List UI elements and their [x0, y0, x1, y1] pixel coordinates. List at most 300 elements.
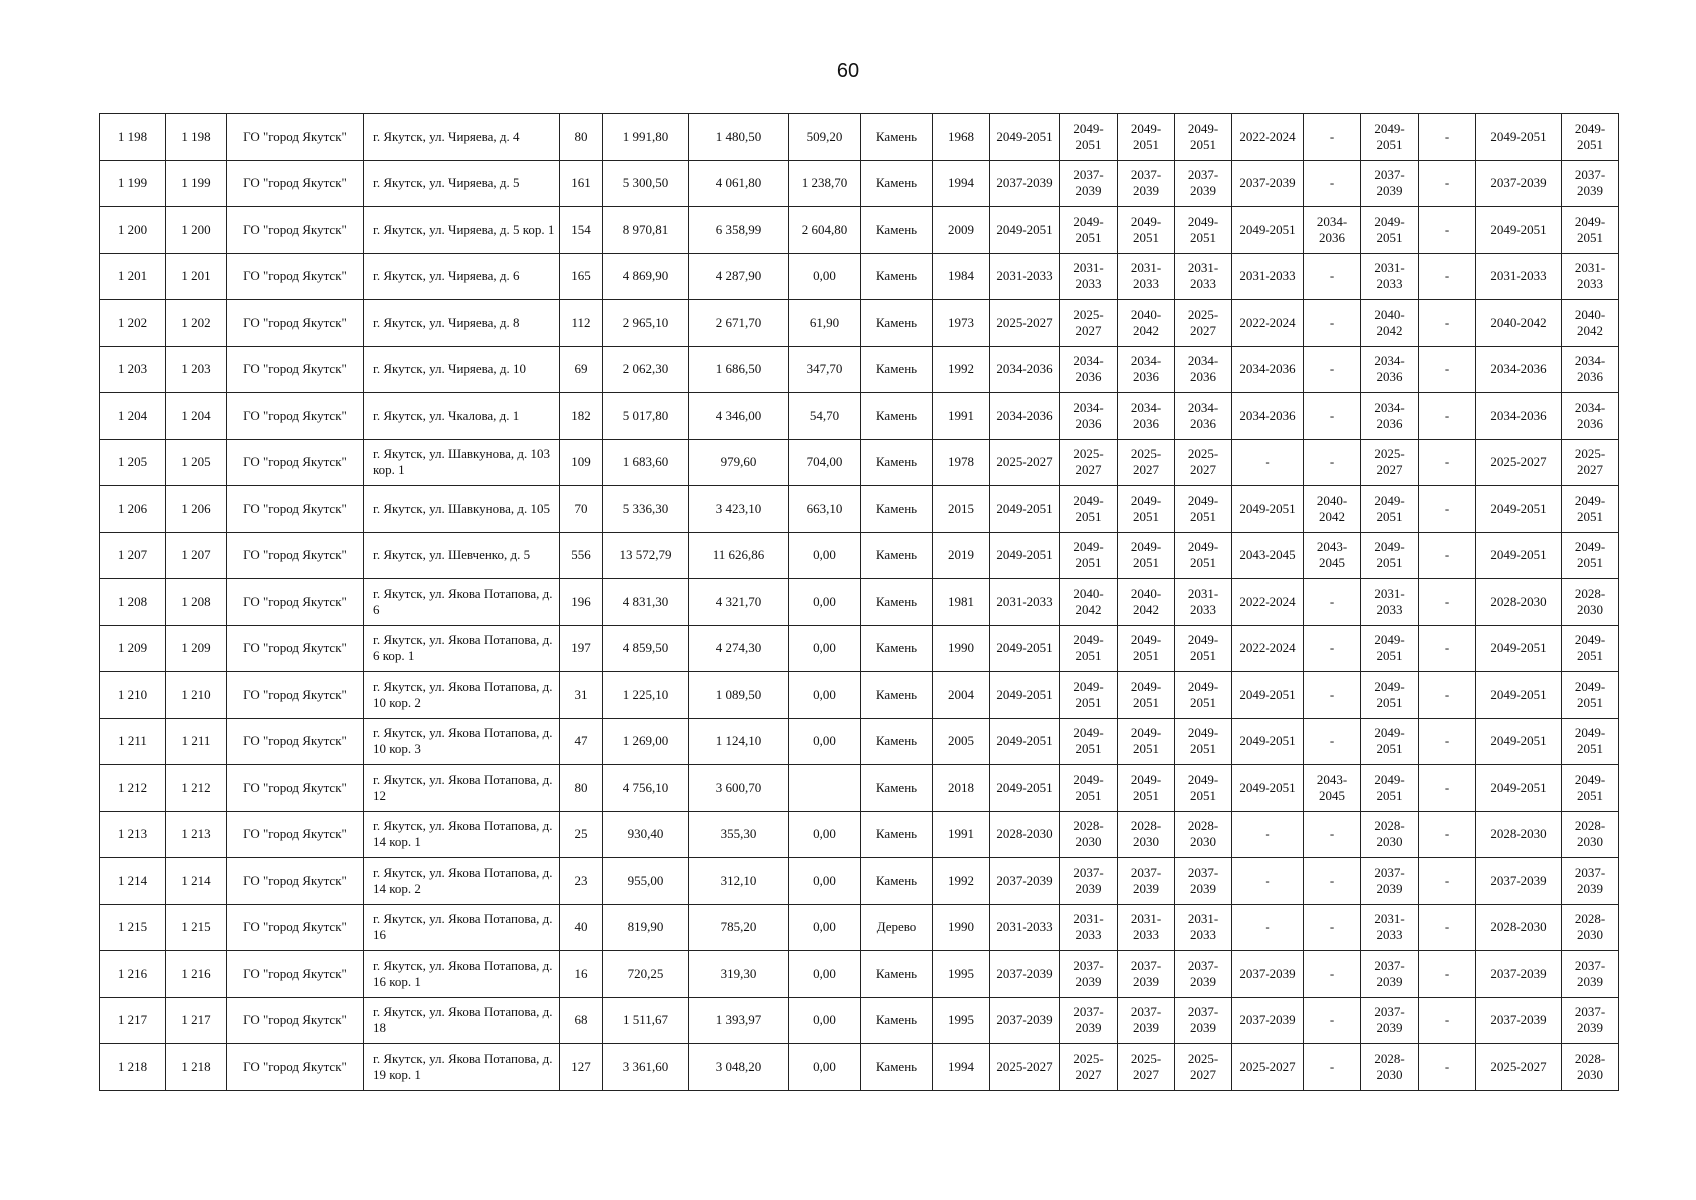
cell-period-9: 2049-2051 [1476, 114, 1562, 161]
cell-period-9: 2025-2027 [1476, 1044, 1562, 1091]
table-row [100, 951, 1619, 998]
cell-year-built: 1978 [933, 439, 990, 486]
cell-row-number: 1 198 [100, 114, 166, 161]
cell-municipality: ГО "город Якутск" [227, 718, 364, 765]
cell-period-7: 2037-2039 [1361, 997, 1419, 1044]
cell-residents: 68 [560, 997, 603, 1044]
cell-row-number: 1 208 [100, 579, 166, 626]
table-row [100, 904, 1619, 951]
cell-municipality: ГО "город Якутск" [227, 904, 364, 951]
cell-municipality: ГО "город Якутск" [227, 858, 364, 905]
cell-municipality: ГО "город Якутск" [227, 997, 364, 1044]
cell-period-10: 2034-2036 [1562, 346, 1619, 393]
cell-municipality: ГО "город Якутск" [227, 253, 364, 300]
cell-period-4: 2025-2027 [1175, 1044, 1232, 1091]
cell-address: г. Якутск, ул. Чиряева, д. 5 кор. 1 [364, 207, 560, 254]
cell-nonresidential-area: 0,00 [789, 532, 861, 579]
cell-total-area: 1 683,60 [603, 439, 689, 486]
cell-municipality: ГО "город Якутск" [227, 579, 364, 626]
cell-municipality: ГО "город Якутск" [227, 625, 364, 672]
cell-municipality: ГО "город Якутск" [227, 951, 364, 998]
cell-period-5: 2049-2051 [1232, 765, 1304, 812]
cell-period-5: - [1232, 811, 1304, 858]
cell-period-2: 2028-2030 [1060, 811, 1118, 858]
cell-year-built: 1968 [933, 114, 990, 161]
cell-period-10: 2040-2042 [1562, 300, 1619, 347]
cell-period-7: 2049-2051 [1361, 718, 1419, 765]
cell-period-4: 2034-2036 [1175, 346, 1232, 393]
cell-year-built: 1992 [933, 346, 990, 393]
cell-period-2: 2037-2039 [1060, 160, 1118, 207]
cell-period-6: - [1304, 439, 1361, 486]
cell-period-10: 2034-2036 [1562, 393, 1619, 440]
cell-period-3: 2034-2036 [1118, 346, 1175, 393]
cell-nonresidential-area: 0,00 [789, 997, 861, 1044]
cell-year-built: 1995 [933, 997, 990, 1044]
cell-row-number: 1 204 [100, 393, 166, 440]
cell-period-3: 2037-2039 [1118, 160, 1175, 207]
cell-period-1: 2049-2051 [990, 625, 1060, 672]
cell-record-number: 1 202 [166, 300, 227, 347]
cell-living-area: 3 423,10 [689, 486, 789, 533]
cell-period-1: 2049-2051 [990, 486, 1060, 533]
cell-year-built: 2018 [933, 765, 990, 812]
table-body [100, 114, 1619, 1091]
cell-period-2: 2034-2036 [1060, 393, 1118, 440]
table-row [100, 300, 1619, 347]
cell-period-10: 2049-2051 [1562, 672, 1619, 719]
cell-wall-material: Камень [861, 997, 933, 1044]
cell-period-1: 2049-2051 [990, 718, 1060, 765]
table-row [100, 811, 1619, 858]
cell-period-7: 2049-2051 [1361, 765, 1419, 812]
cell-address: г. Якутск, ул. Якова Потапова, д. 18 [364, 997, 560, 1044]
cell-period-3: 2028-2030 [1118, 811, 1175, 858]
cell-period-5: - [1232, 904, 1304, 951]
cell-period-5: 2049-2051 [1232, 207, 1304, 254]
cell-period-10: 2028-2030 [1562, 811, 1619, 858]
cell-period-7: 2031-2033 [1361, 253, 1419, 300]
cell-nonresidential-area: 0,00 [789, 625, 861, 672]
cell-living-area: 1 089,50 [689, 672, 789, 719]
cell-living-area: 4 061,80 [689, 160, 789, 207]
cell-address: г. Якутск, ул. Чиряева, д. 10 [364, 346, 560, 393]
cell-period-4: 2037-2039 [1175, 858, 1232, 905]
cell-period-7: 2025-2027 [1361, 439, 1419, 486]
cell-period-9: 2037-2039 [1476, 160, 1562, 207]
cell-municipality: ГО "город Якутск" [227, 765, 364, 812]
cell-period-9: 2025-2027 [1476, 439, 1562, 486]
cell-municipality: ГО "город Якутск" [227, 160, 364, 207]
cell-living-area: 11 626,86 [689, 532, 789, 579]
cell-period-6: - [1304, 904, 1361, 951]
cell-period-7: 2037-2039 [1361, 858, 1419, 905]
cell-period-8: - [1419, 811, 1476, 858]
cell-record-number: 1 213 [166, 811, 227, 858]
cell-total-area: 8 970,81 [603, 207, 689, 254]
cell-living-area: 6 358,99 [689, 207, 789, 254]
cell-period-3: 2040-2042 [1118, 300, 1175, 347]
table-row [100, 207, 1619, 254]
cell-period-9: 2037-2039 [1476, 858, 1562, 905]
cell-period-4: 2034-2036 [1175, 393, 1232, 440]
cell-wall-material: Камень [861, 718, 933, 765]
cell-period-6: 2034-2036 [1304, 207, 1361, 254]
cell-address: г. Якутск, ул. Шевченко, д. 5 [364, 532, 560, 579]
cell-living-area: 1 393,97 [689, 997, 789, 1044]
cell-period-8: - [1419, 346, 1476, 393]
cell-period-3: 2025-2027 [1118, 1044, 1175, 1091]
cell-period-1: 2034-2036 [990, 346, 1060, 393]
cell-period-9: 2028-2030 [1476, 904, 1562, 951]
cell-row-number: 1 202 [100, 300, 166, 347]
cell-period-8: - [1419, 532, 1476, 579]
cell-record-number: 1 211 [166, 718, 227, 765]
cell-total-area: 5 336,30 [603, 486, 689, 533]
cell-row-number: 1 199 [100, 160, 166, 207]
cell-record-number: 1 206 [166, 486, 227, 533]
cell-period-2: 2037-2039 [1060, 951, 1118, 998]
cell-period-5: 2037-2039 [1232, 997, 1304, 1044]
cell-period-2: 2037-2039 [1060, 997, 1118, 1044]
cell-period-3: 2049-2051 [1118, 765, 1175, 812]
cell-record-number: 1 209 [166, 625, 227, 672]
cell-period-2: 2031-2033 [1060, 904, 1118, 951]
cell-living-area: 1 124,10 [689, 718, 789, 765]
cell-period-8: - [1419, 904, 1476, 951]
cell-period-8: - [1419, 253, 1476, 300]
cell-period-9: 2040-2042 [1476, 300, 1562, 347]
cell-period-10: 2031-2033 [1562, 253, 1619, 300]
cell-record-number: 1 215 [166, 904, 227, 951]
cell-period-4: 2049-2051 [1175, 486, 1232, 533]
cell-period-5: - [1232, 858, 1304, 905]
cell-period-7: 2031-2033 [1361, 904, 1419, 951]
cell-period-8: - [1419, 765, 1476, 812]
cell-period-6: - [1304, 160, 1361, 207]
cell-record-number: 1 210 [166, 672, 227, 719]
cell-period-1: 2037-2039 [990, 858, 1060, 905]
cell-row-number: 1 216 [100, 951, 166, 998]
cell-address: г. Якутск, ул. Якова Потапова, д. 10 кор. 3 [364, 718, 560, 765]
cell-nonresidential-area: 0,00 [789, 253, 861, 300]
cell-total-area: 2 965,10 [603, 300, 689, 347]
cell-total-area: 13 572,79 [603, 532, 689, 579]
cell-period-8: - [1419, 858, 1476, 905]
cell-wall-material: Камень [861, 300, 933, 347]
cell-record-number: 1 203 [166, 346, 227, 393]
cell-total-area: 4 869,90 [603, 253, 689, 300]
cell-period-10: 2037-2039 [1562, 160, 1619, 207]
cell-period-1: 2025-2027 [990, 300, 1060, 347]
cell-period-10: 2049-2051 [1562, 625, 1619, 672]
cell-period-10: 2049-2051 [1562, 765, 1619, 812]
table-row [100, 160, 1619, 207]
cell-total-area: 1 225,10 [603, 672, 689, 719]
cell-municipality: ГО "город Якутск" [227, 300, 364, 347]
cell-total-area: 1 511,67 [603, 997, 689, 1044]
cell-period-6: - [1304, 625, 1361, 672]
cell-row-number: 1 203 [100, 346, 166, 393]
cell-address: г. Якутск, ул. Чиряева, д. 5 [364, 160, 560, 207]
cell-period-10: 2049-2051 [1562, 532, 1619, 579]
cell-living-area: 785,20 [689, 904, 789, 951]
cell-living-area: 3 600,70 [689, 765, 789, 812]
cell-residents: 31 [560, 672, 603, 719]
table-row [100, 532, 1619, 579]
cell-record-number: 1 214 [166, 858, 227, 905]
cell-municipality: ГО "город Якутск" [227, 486, 364, 533]
cell-living-area: 319,30 [689, 951, 789, 998]
cell-period-1: 2049-2051 [990, 532, 1060, 579]
cell-wall-material: Камень [861, 625, 933, 672]
cell-period-7: 2028-2030 [1361, 811, 1419, 858]
cell-municipality: ГО "город Якутск" [227, 346, 364, 393]
cell-total-area: 955,00 [603, 858, 689, 905]
table-row [100, 625, 1619, 672]
cell-year-built: 2005 [933, 718, 990, 765]
cell-nonresidential-area: 2 604,80 [789, 207, 861, 254]
cell-wall-material: Камень [861, 1044, 933, 1091]
cell-row-number: 1 218 [100, 1044, 166, 1091]
cell-row-number: 1 207 [100, 532, 166, 579]
cell-row-number: 1 212 [100, 765, 166, 812]
table-row [100, 858, 1619, 905]
cell-record-number: 1 216 [166, 951, 227, 998]
cell-period-3: 2037-2039 [1118, 858, 1175, 905]
cell-period-6: - [1304, 1044, 1361, 1091]
cell-year-built: 1994 [933, 1044, 990, 1091]
cell-period-4: 2031-2033 [1175, 904, 1232, 951]
cell-period-7: 2049-2051 [1361, 114, 1419, 161]
cell-period-1: 2028-2030 [990, 811, 1060, 858]
cell-living-area: 4 321,70 [689, 579, 789, 626]
cell-living-area: 2 671,70 [689, 300, 789, 347]
cell-period-2: 2049-2051 [1060, 207, 1118, 254]
cell-period-5: 2049-2051 [1232, 718, 1304, 765]
cell-row-number: 1 213 [100, 811, 166, 858]
cell-period-4: 2031-2033 [1175, 253, 1232, 300]
cell-residents: 80 [560, 114, 603, 161]
cell-nonresidential-area: 0,00 [789, 811, 861, 858]
cell-period-8: - [1419, 718, 1476, 765]
cell-municipality: ГО "город Якутск" [227, 207, 364, 254]
cell-period-7: 2037-2039 [1361, 951, 1419, 998]
cell-nonresidential-area: 54,70 [789, 393, 861, 440]
cell-period-3: 2031-2033 [1118, 253, 1175, 300]
cell-period-1: 2031-2033 [990, 253, 1060, 300]
cell-period-9: 2049-2051 [1476, 718, 1562, 765]
cell-period-4: 2028-2030 [1175, 811, 1232, 858]
cell-period-3: 2049-2051 [1118, 672, 1175, 719]
cell-municipality: ГО "город Якутск" [227, 1044, 364, 1091]
cell-period-4: 2037-2039 [1175, 160, 1232, 207]
table-row [100, 253, 1619, 300]
cell-period-1: 2037-2039 [990, 160, 1060, 207]
cell-period-2: 2049-2051 [1060, 672, 1118, 719]
cell-address: г. Якутск, ул. Якова Потапова, д. 6 кор. 1 [364, 625, 560, 672]
cell-period-6: - [1304, 997, 1361, 1044]
cell-period-10: 2049-2051 [1562, 718, 1619, 765]
cell-period-2: 2025-2027 [1060, 300, 1118, 347]
cell-period-1: 2049-2051 [990, 114, 1060, 161]
cell-period-1: 2025-2027 [990, 439, 1060, 486]
cell-period-2: 2049-2051 [1060, 765, 1118, 812]
cell-record-number: 1 199 [166, 160, 227, 207]
cell-record-number: 1 217 [166, 997, 227, 1044]
cell-residents: 80 [560, 765, 603, 812]
table-row [100, 486, 1619, 533]
cell-residents: 69 [560, 346, 603, 393]
cell-period-8: - [1419, 486, 1476, 533]
cell-period-8: - [1419, 672, 1476, 719]
cell-period-6: - [1304, 346, 1361, 393]
cell-record-number: 1 198 [166, 114, 227, 161]
cell-residents: 70 [560, 486, 603, 533]
cell-period-9: 2049-2051 [1476, 486, 1562, 533]
cell-period-6: - [1304, 811, 1361, 858]
cell-period-9: 2028-2030 [1476, 579, 1562, 626]
cell-wall-material: Камень [861, 253, 933, 300]
cell-residents: 112 [560, 300, 603, 347]
cell-address: г. Якутск, ул. Шавкунова, д. 103 кор. 1 [364, 439, 560, 486]
cell-period-10: 2049-2051 [1562, 207, 1619, 254]
page-number: 60 [836, 60, 860, 82]
cell-period-8: - [1419, 951, 1476, 998]
cell-period-2: 2040-2042 [1060, 579, 1118, 626]
cell-living-area: 979,60 [689, 439, 789, 486]
cell-nonresidential-area [789, 765, 861, 812]
cell-total-area: 3 361,60 [603, 1044, 689, 1091]
cell-period-6: - [1304, 858, 1361, 905]
cell-year-built: 1981 [933, 579, 990, 626]
cell-period-1: 2025-2027 [990, 1044, 1060, 1091]
cell-wall-material: Камень [861, 532, 933, 579]
cell-residents: 182 [560, 393, 603, 440]
cell-living-area: 3 048,20 [689, 1044, 789, 1091]
cell-period-1: 2049-2051 [990, 672, 1060, 719]
cell-record-number: 1 207 [166, 532, 227, 579]
cell-period-5: 2034-2036 [1232, 346, 1304, 393]
cell-period-3: 2049-2051 [1118, 718, 1175, 765]
cell-period-4: 2025-2027 [1175, 300, 1232, 347]
table-row [100, 672, 1619, 719]
cell-year-built: 1990 [933, 625, 990, 672]
cell-wall-material: Дерево [861, 904, 933, 951]
cell-period-6: 2040-2042 [1304, 486, 1361, 533]
cell-wall-material: Камень [861, 579, 933, 626]
cell-period-2: 2031-2033 [1060, 253, 1118, 300]
cell-period-7: 2028-2030 [1361, 1044, 1419, 1091]
cell-period-10: 2049-2051 [1562, 114, 1619, 161]
cell-municipality: ГО "город Якутск" [227, 439, 364, 486]
cell-total-area: 2 062,30 [603, 346, 689, 393]
cell-year-built: 1992 [933, 858, 990, 905]
housing-registry-table [99, 113, 1619, 1091]
table-row [100, 579, 1619, 626]
cell-period-6: 2043-2045 [1304, 765, 1361, 812]
cell-period-9: 2049-2051 [1476, 532, 1562, 579]
cell-period-5: 2049-2051 [1232, 486, 1304, 533]
cell-residents: 556 [560, 532, 603, 579]
cell-wall-material: Камень [861, 951, 933, 998]
cell-row-number: 1 210 [100, 672, 166, 719]
cell-period-10: 2025-2027 [1562, 439, 1619, 486]
cell-period-7: 2049-2051 [1361, 625, 1419, 672]
cell-period-10: 2028-2030 [1562, 904, 1619, 951]
cell-wall-material: Камень [861, 393, 933, 440]
cell-municipality: ГО "город Якутск" [227, 114, 364, 161]
cell-period-9: 2049-2051 [1476, 625, 1562, 672]
cell-residents: 23 [560, 858, 603, 905]
cell-period-7: 2049-2051 [1361, 207, 1419, 254]
cell-wall-material: Камень [861, 486, 933, 533]
cell-year-built: 1984 [933, 253, 990, 300]
cell-period-7: 2037-2039 [1361, 160, 1419, 207]
cell-period-9: 2034-2036 [1476, 393, 1562, 440]
cell-address: г. Якутск, ул. Шавкунова, д. 105 [364, 486, 560, 533]
cell-period-5: 2022-2024 [1232, 579, 1304, 626]
cell-nonresidential-area: 347,70 [789, 346, 861, 393]
cell-wall-material: Камень [861, 160, 933, 207]
cell-period-2: 2049-2051 [1060, 114, 1118, 161]
cell-year-built: 1995 [933, 951, 990, 998]
cell-residents: 196 [560, 579, 603, 626]
cell-period-9: 2049-2051 [1476, 765, 1562, 812]
cell-period-3: 2049-2051 [1118, 625, 1175, 672]
cell-period-1: 2034-2036 [990, 393, 1060, 440]
cell-address: г. Якутск, ул. Якова Потапова, д. 19 кор. 1 [364, 1044, 560, 1091]
cell-year-built: 1990 [933, 904, 990, 951]
cell-living-area: 355,30 [689, 811, 789, 858]
cell-period-2: 2025-2027 [1060, 439, 1118, 486]
cell-period-6: - [1304, 718, 1361, 765]
cell-residents: 16 [560, 951, 603, 998]
cell-residents: 127 [560, 1044, 603, 1091]
cell-period-7: 2049-2051 [1361, 672, 1419, 719]
cell-residents: 197 [560, 625, 603, 672]
cell-period-10: 2028-2030 [1562, 1044, 1619, 1091]
cell-year-built: 1994 [933, 160, 990, 207]
cell-living-area: 1 686,50 [689, 346, 789, 393]
cell-address: г. Якутск, ул. Якова Потапова, д. 14 кор. 1 [364, 811, 560, 858]
cell-row-number: 1 217 [100, 997, 166, 1044]
cell-period-8: - [1419, 207, 1476, 254]
cell-address: г. Якутск, ул. Якова Потапова, д. 16 кор. 1 [364, 951, 560, 998]
cell-period-3: 2040-2042 [1118, 579, 1175, 626]
cell-period-7: 2040-2042 [1361, 300, 1419, 347]
cell-year-built: 2015 [933, 486, 990, 533]
cell-wall-material: Камень [861, 672, 933, 719]
cell-period-8: - [1419, 160, 1476, 207]
cell-period-2: 2049-2051 [1060, 625, 1118, 672]
cell-period-10: 2049-2051 [1562, 486, 1619, 533]
cell-period-8: - [1419, 300, 1476, 347]
cell-living-area: 1 480,50 [689, 114, 789, 161]
table-row [100, 1044, 1619, 1091]
table-row [100, 765, 1619, 812]
cell-living-area: 4 274,30 [689, 625, 789, 672]
cell-period-3: 2031-2033 [1118, 904, 1175, 951]
cell-period-2: 2025-2027 [1060, 1044, 1118, 1091]
cell-year-built: 1973 [933, 300, 990, 347]
cell-municipality: ГО "город Якутск" [227, 393, 364, 440]
cell-period-4: 2049-2051 [1175, 625, 1232, 672]
cell-year-built: 2004 [933, 672, 990, 719]
cell-nonresidential-area: 0,00 [789, 904, 861, 951]
cell-period-2: 2049-2051 [1060, 532, 1118, 579]
cell-row-number: 1 205 [100, 439, 166, 486]
